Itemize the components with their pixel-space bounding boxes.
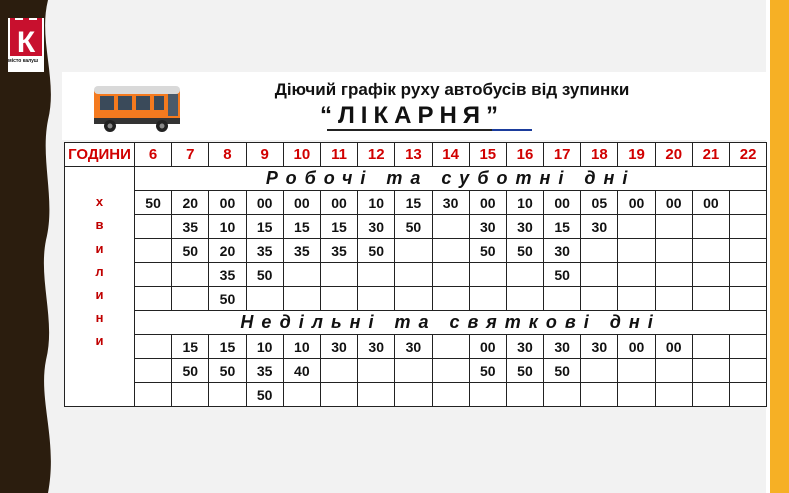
table-row — [65, 383, 767, 407]
minutes-letter: н — [95, 310, 104, 326]
minute-cell — [395, 239, 432, 263]
minute-cell — [209, 383, 246, 407]
table-row — [65, 263, 767, 287]
logo-caption: місто калуш — [8, 58, 39, 64]
minute-cell — [395, 263, 432, 287]
minute-cell — [358, 287, 395, 311]
minute-cell: 30 — [358, 335, 395, 359]
minute-cell: 00 — [246, 191, 283, 215]
header — [62, 72, 766, 140]
minute-cell — [618, 287, 655, 311]
minute-cell: 30 — [506, 335, 543, 359]
minute-cell — [172, 383, 209, 407]
minute-cell — [172, 263, 209, 287]
minute-cell — [358, 383, 395, 407]
minute-cell — [432, 359, 469, 383]
minute-cell — [730, 335, 767, 359]
minute-cell — [655, 239, 692, 263]
table-row — [65, 191, 767, 215]
minutes-letter: и — [95, 240, 104, 256]
minute-cell: 00 — [544, 191, 581, 215]
holiday-section-label: Недільні та святкові дні — [135, 311, 767, 335]
hours-label: ГОДИНИ — [65, 143, 135, 167]
minute-cell: 15 — [209, 335, 246, 359]
minute-cell: 50 — [209, 287, 246, 311]
right-accent-strip — [770, 0, 789, 493]
minute-cell: 05 — [581, 191, 618, 215]
minute-cell — [692, 215, 729, 239]
hour-cell: 7 — [172, 143, 209, 167]
minute-cell — [730, 287, 767, 311]
minute-cell — [358, 263, 395, 287]
minute-cell: 20 — [209, 239, 246, 263]
minute-cell: 50 — [506, 239, 543, 263]
minute-cell: 00 — [618, 335, 655, 359]
minute-cell — [544, 287, 581, 311]
table-row — [65, 287, 767, 311]
minute-cell — [581, 239, 618, 263]
minute-cell — [135, 383, 172, 407]
minute-cell — [135, 215, 172, 239]
minute-cell — [581, 359, 618, 383]
minute-cell: 30 — [544, 239, 581, 263]
minute-cell — [395, 287, 432, 311]
minute-cell: 00 — [655, 191, 692, 215]
minute-cell — [432, 215, 469, 239]
minute-cell — [730, 263, 767, 287]
minutes-label — [65, 167, 135, 407]
minute-cell — [283, 383, 320, 407]
minute-cell — [618, 215, 655, 239]
minute-cell: 00 — [618, 191, 655, 215]
minute-cell: 30 — [395, 335, 432, 359]
hour-cell: 10 — [283, 143, 320, 167]
minute-cell — [692, 263, 729, 287]
minute-cell — [506, 287, 543, 311]
minute-cell — [655, 215, 692, 239]
minute-cell: 35 — [246, 359, 283, 383]
minute-cell — [320, 383, 357, 407]
hour-cell: 11 — [320, 143, 357, 167]
minute-cell: 15 — [172, 335, 209, 359]
minute-cell: 15 — [395, 191, 432, 215]
minute-cell — [432, 239, 469, 263]
page-title: Діючий графік руху автобусів від зупинки — [274, 80, 630, 99]
minute-cell — [655, 263, 692, 287]
minute-cell: 35 — [172, 215, 209, 239]
minute-cell — [692, 287, 729, 311]
hour-cell: 14 — [432, 143, 469, 167]
minute-cell — [730, 383, 767, 407]
minute-cell: 50 — [135, 191, 172, 215]
table-row — [65, 215, 767, 239]
minute-cell — [135, 287, 172, 311]
minute-cell — [581, 263, 618, 287]
minute-cell: 30 — [506, 215, 543, 239]
minute-cell — [730, 239, 767, 263]
minute-cell — [730, 359, 767, 383]
minute-cell: 00 — [655, 335, 692, 359]
minute-cell: 10 — [506, 191, 543, 215]
minute-cell: 50 — [246, 383, 283, 407]
minute-cell — [618, 239, 655, 263]
minute-cell — [544, 383, 581, 407]
minute-cell — [692, 239, 729, 263]
minute-cell: 30 — [432, 191, 469, 215]
minute-cell — [358, 359, 395, 383]
minute-cell: 30 — [358, 215, 395, 239]
minute-cell — [618, 383, 655, 407]
minute-cell: 50 — [172, 359, 209, 383]
minute-cell — [506, 263, 543, 287]
minute-cell: 15 — [246, 215, 283, 239]
minutes-letter: и — [95, 286, 104, 302]
minute-cell — [469, 287, 506, 311]
minute-cell: 40 — [283, 359, 320, 383]
minute-cell — [692, 383, 729, 407]
minute-cell — [581, 287, 618, 311]
minute-cell — [432, 263, 469, 287]
minute-cell: 15 — [320, 215, 357, 239]
minute-cell: 50 — [469, 239, 506, 263]
table-row — [65, 335, 767, 359]
minute-cell: 20 — [172, 191, 209, 215]
schedule-table — [64, 142, 767, 407]
weekday-section-row — [65, 167, 767, 191]
minute-cell — [135, 239, 172, 263]
minute-cell: 00 — [209, 191, 246, 215]
minute-cell — [618, 359, 655, 383]
minute-cell: 00 — [469, 191, 506, 215]
minute-cell — [655, 287, 692, 311]
minute-cell: 35 — [209, 263, 246, 287]
minute-cell: 50 — [544, 263, 581, 287]
minute-cell: 50 — [544, 359, 581, 383]
minute-cell — [730, 191, 767, 215]
minute-cell — [395, 383, 432, 407]
hour-cell: 19 — [618, 143, 655, 167]
minute-cell — [320, 263, 357, 287]
minute-cell — [283, 287, 320, 311]
hour-cell: 22 — [730, 143, 767, 167]
minutes-letter: х — [95, 194, 104, 210]
minute-cell — [655, 359, 692, 383]
minutes-letter: и — [95, 333, 104, 349]
minute-cell — [692, 359, 729, 383]
minute-cell — [655, 383, 692, 407]
minute-cell — [692, 335, 729, 359]
minutes-letter: л — [95, 263, 104, 279]
hour-cell: 12 — [358, 143, 395, 167]
logo-letter: К — [16, 26, 36, 59]
bus-icon — [90, 80, 184, 136]
hour-cell: 6 — [135, 143, 172, 167]
minute-cell — [283, 263, 320, 287]
minute-cell — [618, 263, 655, 287]
minute-cell: 10 — [209, 215, 246, 239]
minute-cell: 35 — [246, 239, 283, 263]
minute-cell: 10 — [358, 191, 395, 215]
minute-cell — [135, 335, 172, 359]
hours-header-row — [65, 143, 767, 167]
minute-cell: 35 — [320, 239, 357, 263]
minute-cell: 00 — [320, 191, 357, 215]
weekday-section-label: Робочі та суботні дні — [135, 167, 767, 191]
minute-cell: 30 — [581, 335, 618, 359]
minute-cell: 15 — [283, 215, 320, 239]
hour-cell: 9 — [246, 143, 283, 167]
minute-cell — [395, 359, 432, 383]
minute-cell: 50 — [395, 215, 432, 239]
minute-cell — [135, 359, 172, 383]
minute-cell: 50 — [172, 239, 209, 263]
minute-cell: 30 — [544, 335, 581, 359]
minute-cell: 30 — [469, 215, 506, 239]
minute-cell — [135, 263, 172, 287]
table-row — [65, 239, 767, 263]
minute-cell: 15 — [544, 215, 581, 239]
hour-cell: 13 — [395, 143, 432, 167]
hour-cell: 8 — [209, 143, 246, 167]
minute-cell: 50 — [506, 359, 543, 383]
minute-cell — [432, 383, 469, 407]
minutes-letter: в — [95, 217, 104, 233]
minute-cell: 50 — [209, 359, 246, 383]
minute-cell — [320, 359, 357, 383]
minute-cell — [432, 335, 469, 359]
minute-cell: 00 — [692, 191, 729, 215]
hour-cell: 18 — [581, 143, 618, 167]
minute-cell — [506, 383, 543, 407]
hour-cell: 20 — [655, 143, 692, 167]
stop-name: “ЛІКАРНЯ” — [319, 102, 505, 129]
holiday-section-row — [65, 311, 767, 335]
minute-cell — [469, 383, 506, 407]
minute-cell: 35 — [283, 239, 320, 263]
minute-cell: 10 — [246, 335, 283, 359]
minute-cell — [432, 287, 469, 311]
minute-cell: 10 — [283, 335, 320, 359]
minute-cell: 30 — [320, 335, 357, 359]
hour-cell: 16 — [506, 143, 543, 167]
minute-cell — [172, 287, 209, 311]
hour-cell: 17 — [544, 143, 581, 167]
minute-cell — [320, 287, 357, 311]
table-row — [65, 359, 767, 383]
minute-cell — [581, 383, 618, 407]
left-decorative-strip — [0, 0, 62, 493]
minute-cell: 50 — [358, 239, 395, 263]
minute-cell: 30 — [581, 215, 618, 239]
hour-cell: 15 — [469, 143, 506, 167]
minute-cell — [469, 263, 506, 287]
minute-cell — [730, 215, 767, 239]
minute-cell — [246, 287, 283, 311]
hour-cell: 21 — [692, 143, 729, 167]
stop-name-underline-accent — [492, 129, 532, 131]
minutes-spacer — [65, 167, 134, 190]
minute-cell: 50 — [246, 263, 283, 287]
minute-cell: 00 — [283, 191, 320, 215]
minute-cell: 00 — [469, 335, 506, 359]
minute-cell: 50 — [469, 359, 506, 383]
